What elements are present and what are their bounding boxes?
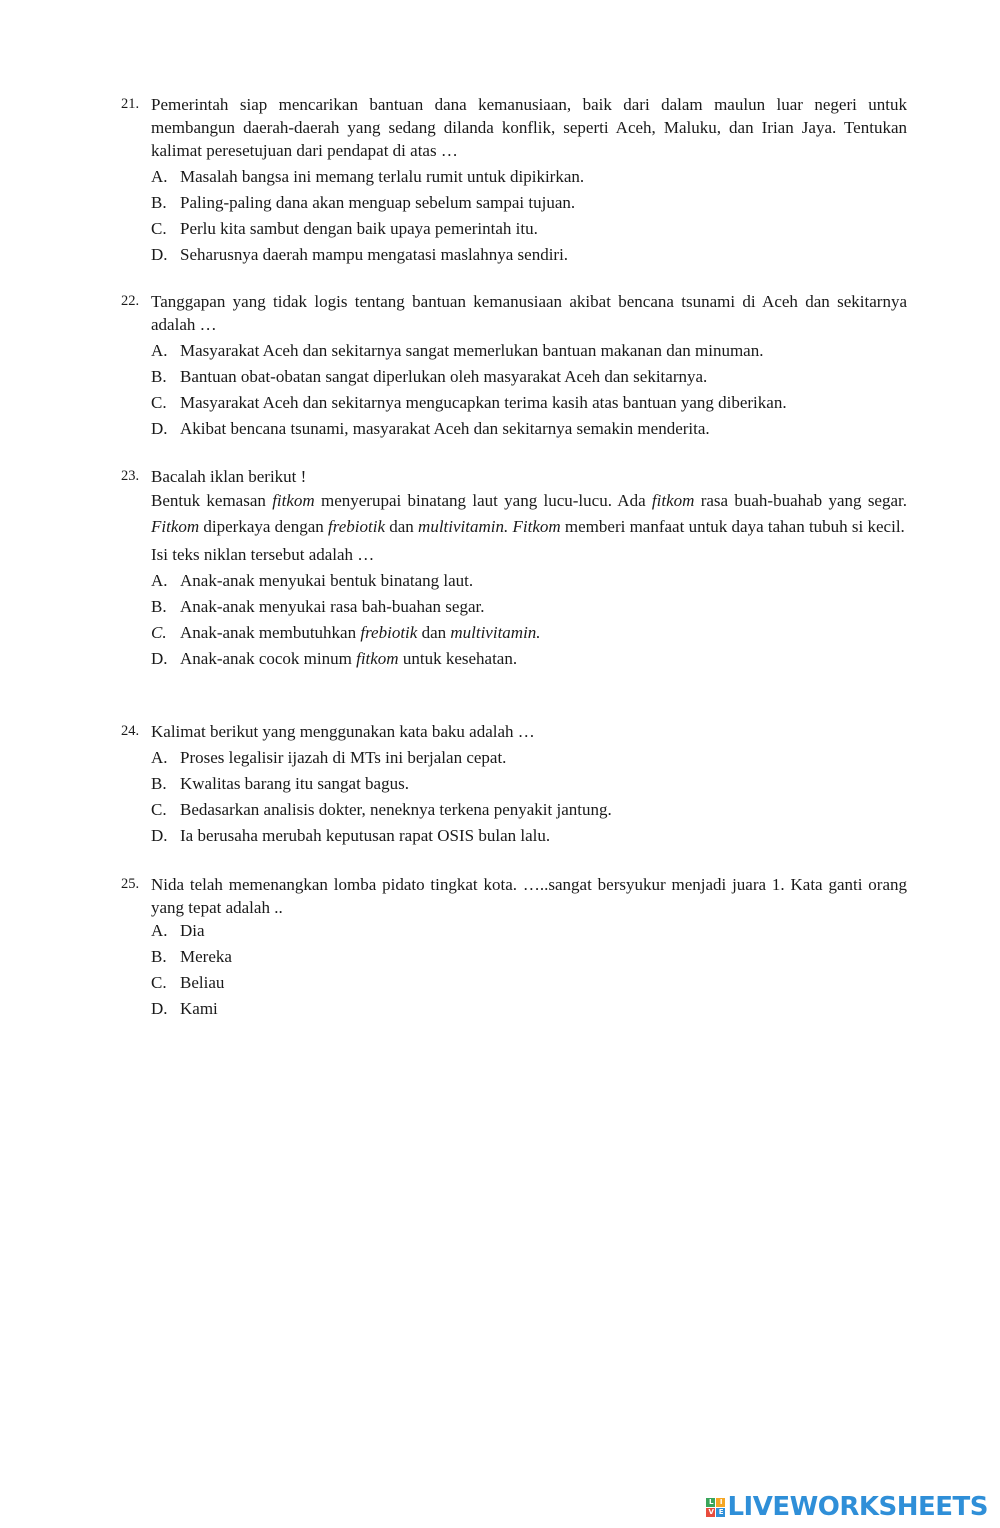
option-b[interactable]: B. Kwalitas barang itu sangat bagus.: [151, 774, 409, 793]
option-d[interactable]: D. Anak-anak cocok minum fitkom untuk kesehatan.: [151, 649, 518, 668]
option-c[interactable]: C. Anak-anak membutuhkan frebiotik dan multivitamin.: [151, 623, 541, 642]
option-d[interactable]: D. Ia berusaha merubah keputusan rapat OSIS bulan lalu.: [151, 826, 551, 845]
option-a[interactable]: A. Masalah bangsa ini memang terlalu rumit untuk dipikirkan.: [151, 167, 585, 186]
option-b[interactable]: B. Paling-paling dana akan menguap sebelum sampai tujuan.: [151, 193, 576, 212]
option-b[interactable]: B. Bantuan obat-obatan sangat diperlukan oleh masyarakat Aceh dan sekitarnya.: [151, 367, 708, 386]
option-c[interactable]: C. Masyarakat Aceh dan sekitarnya mengucapkan terima kasih atas bantuan yang diberikan.: [151, 393, 787, 412]
option-a[interactable]: A. Anak-anak menyukai bentuk binatang laut.: [151, 571, 474, 590]
question-text: Kalimat berikut yang menggunakan kata baku adalah …: [151, 722, 535, 741]
question-intro: Bacalah iklan berikut !: [151, 467, 307, 486]
ad-text: Bentuk kemasan fitkom menyerupai binatang laut yang lucu-lucu. Ada fitkom rasa buah-buahab yang segar. Fitkom diperkaya dengan frebiotik dan multivitamin. Fitkom memberi manfaat untuk daya tahan tubuh si kecil.: [151, 491, 907, 536]
option-a[interactable]: A. Dia: [151, 921, 205, 940]
live-grid-icon: L I V E: [706, 1498, 725, 1517]
question-23: [121, 465, 907, 673]
question-number: 21.: [121, 96, 140, 112]
question-25: [121, 873, 907, 1023]
option-b[interactable]: B. Mereka: [151, 947, 232, 966]
brand-text: LIVEWORKSHEETS: [727, 1492, 988, 1522]
option-d[interactable]: D. Akibat bencana tsunami, masyarakat Aceh dan sekitarnya semakin menderita.: [151, 419, 710, 438]
option-c[interactable]: C. Perlu kita sambut dengan baik upaya pemerintah itu.: [151, 219, 538, 238]
options-list: [151, 746, 907, 850]
option-a[interactable]: A. Proses legalisir ijazah di MTs ini berjalan cepat.: [151, 748, 507, 767]
question-number: 22.: [121, 293, 140, 309]
question-21: [121, 93, 907, 269]
option-c[interactable]: C. Beliau: [151, 973, 225, 992]
question-number: 23.: [121, 468, 140, 484]
option-b[interactable]: B. Anak-anak menyukai rasa bah-buahan segar.: [151, 597, 485, 616]
option-d[interactable]: D. Kami: [151, 999, 218, 1018]
option-a[interactable]: A. Masyarakat Aceh dan sekitarnya sangat memerlukan bantuan makanan dan minuman.: [151, 341, 764, 360]
question-prompt: Isi teks niklan tersebut adalah …: [151, 545, 375, 564]
question-number: 24.: [121, 723, 140, 739]
options-list: [151, 569, 907, 673]
options-list: [151, 165, 907, 269]
question-number: 25.: [121, 876, 140, 892]
question-24: [121, 720, 907, 850]
question-22: [121, 290, 907, 443]
question-text: Tanggapan yang tidak logis tentang bantuan kemanusiaan akibat bencana tsunami di Aceh dan sekitarnya adalah …: [151, 292, 907, 334]
options-list: [151, 919, 907, 1023]
liveworksheets-logo[interactable]: [706, 1492, 988, 1522]
options-list: [151, 339, 907, 443]
option-d[interactable]: D. Seharusnya daerah mampu mengatasi maslahnya sendiri.: [151, 245, 569, 264]
option-c[interactable]: C. Bedasarkan analisis dokter, neneknya terkena penyakit jantung.: [151, 800, 612, 819]
question-text: Nida telah memenangkan lomba pidato tingkat kota. …..sangat bersyukur menjadi juara 1. Kata ganti orang yang tepat adalah ..: [151, 875, 907, 917]
question-text: Pemerintah siap mencarikan bantuan dana kemanusiaan, baik dari dalam maulun luar negeri untuk membangun daerah-daerah yang sedang dilanda konflik, seperti Aceh, Maluku, dan Irian Jaya. Tentukan kalimat peresetujuan dari pendapat di atas …: [151, 95, 907, 160]
